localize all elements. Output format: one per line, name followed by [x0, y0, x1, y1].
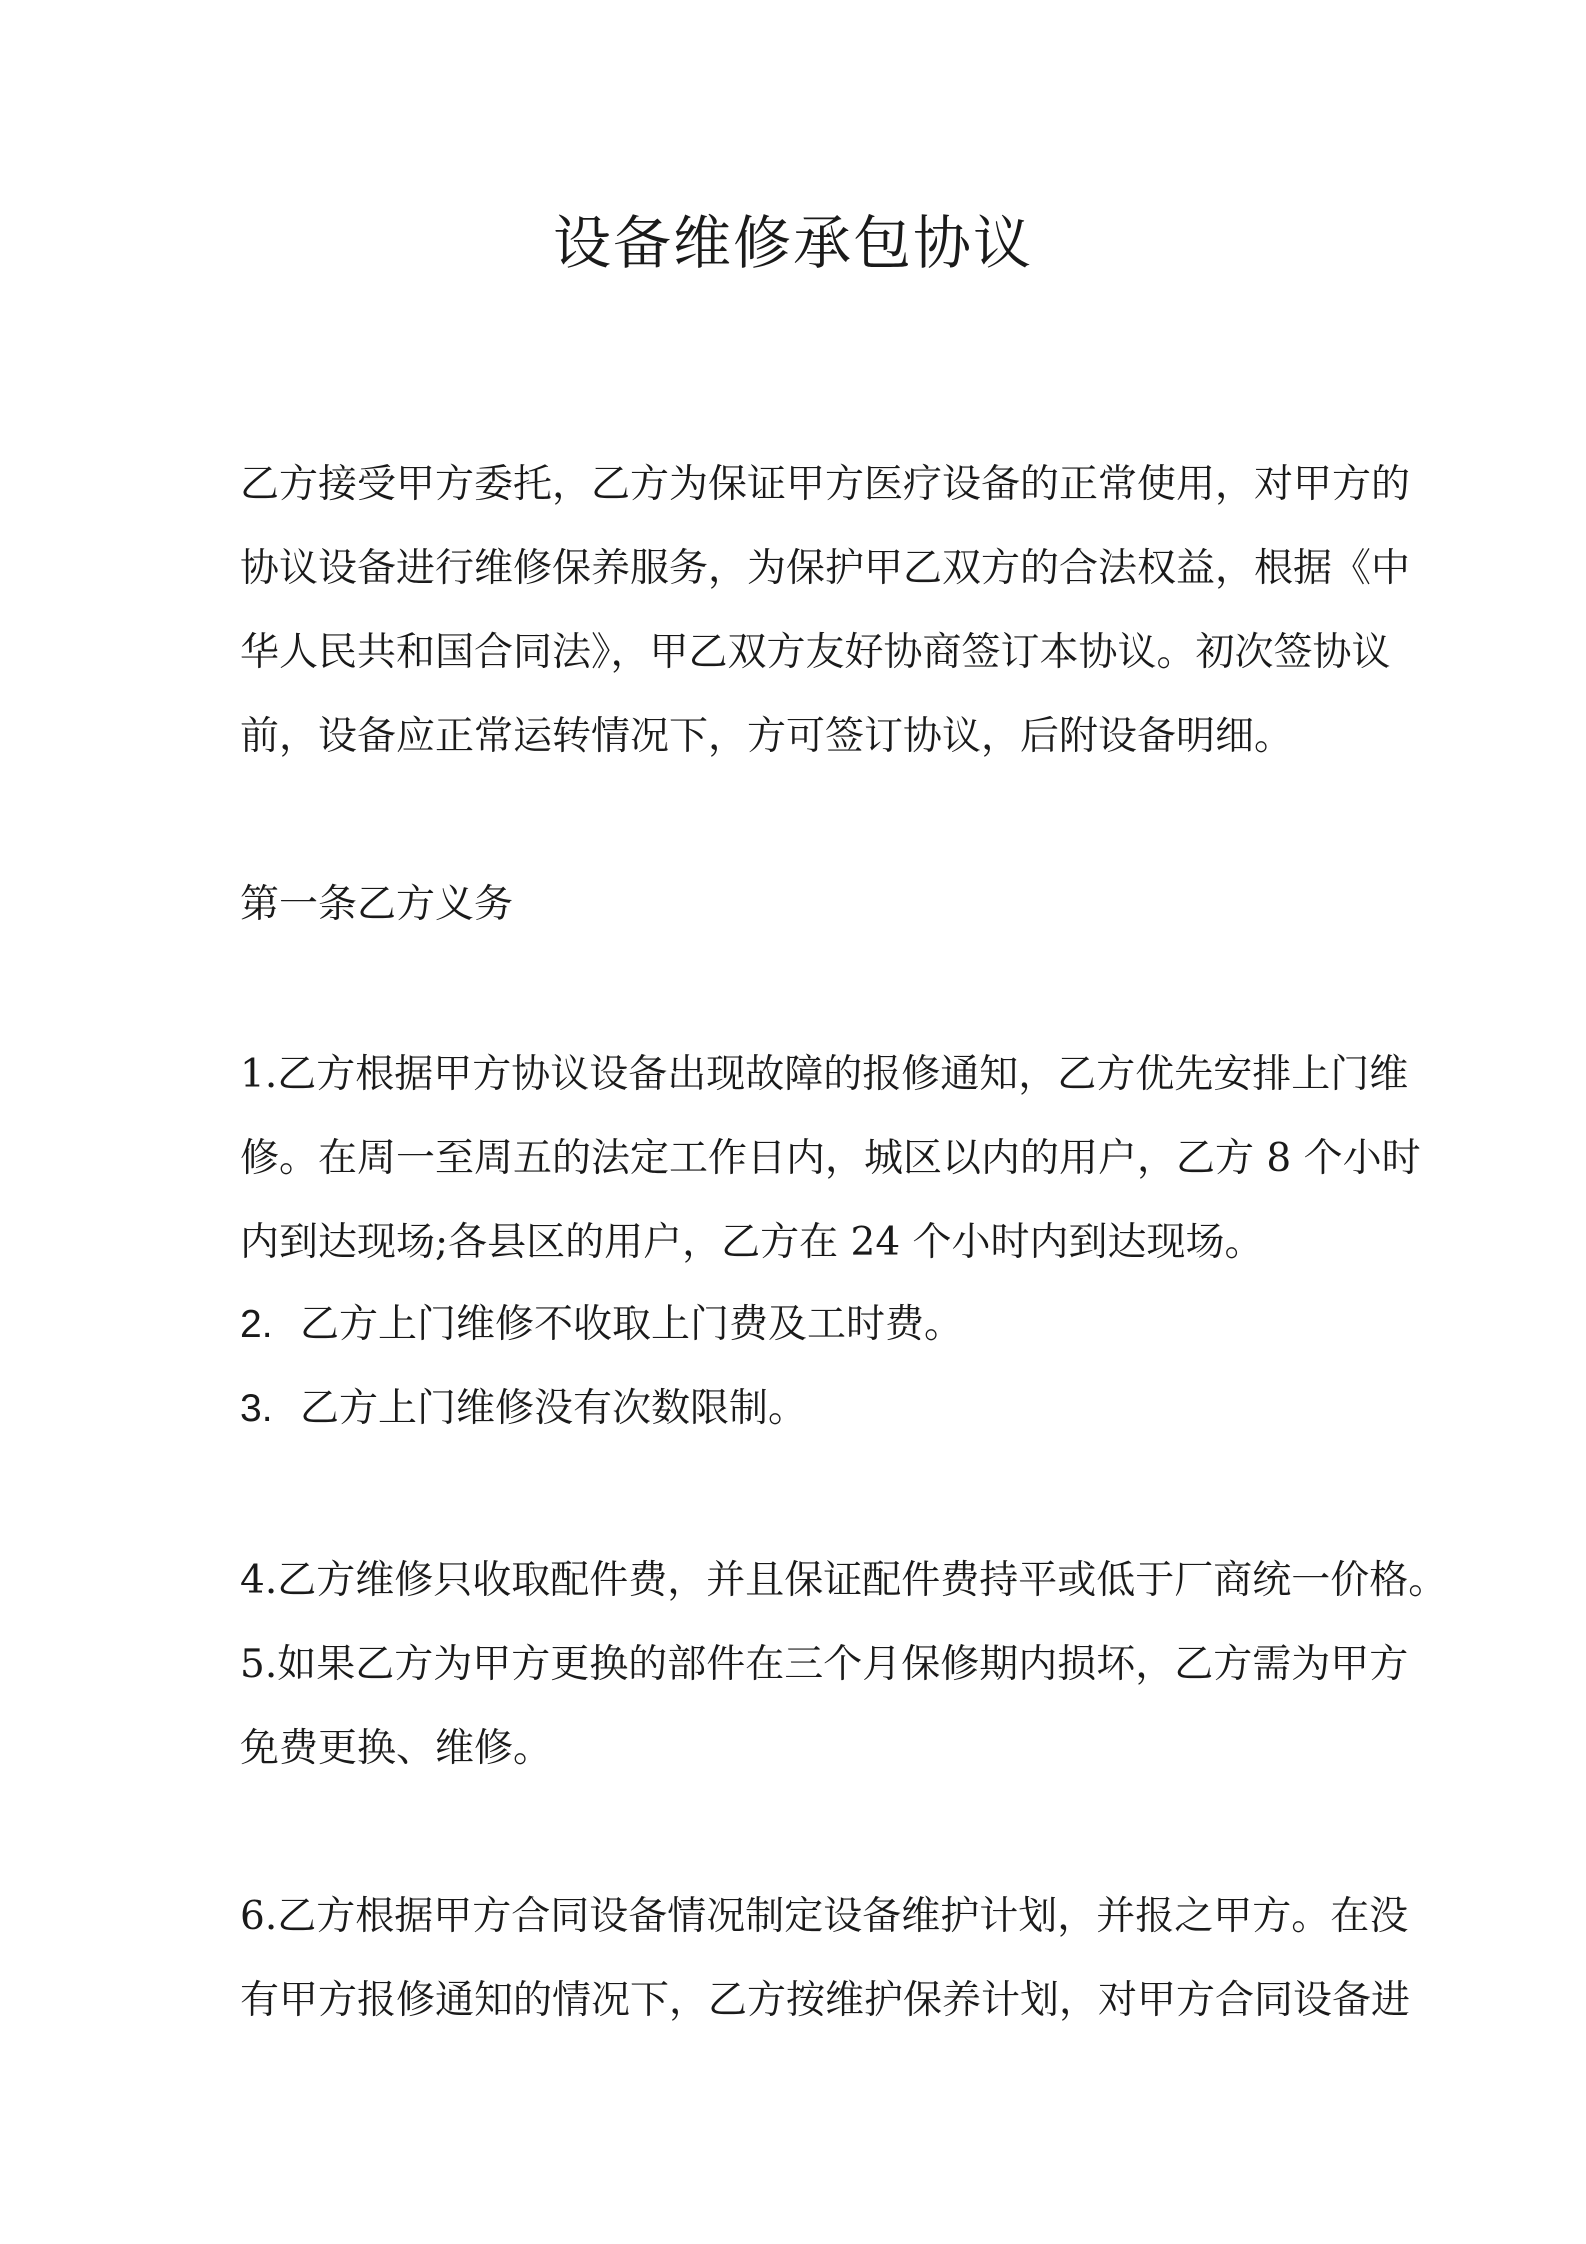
item-1-line-2: 修。在周一至周五的法定工作日内，城区以内的用户，乙方 8 个小时: [240, 1136, 1421, 1181]
intro-line-2: 协议设备进行维修保养服务，为保护甲乙双方的合法权益，根据《中: [240, 546, 1411, 591]
item-6-line-2: 有甲方报修通知的情况下，乙方按维护保养计划，对甲方合同设备进: [240, 1978, 1411, 2023]
item-5-line-2: 免费更换、维修。: [240, 1726, 553, 1771]
item-2-text: 乙方上门维修不收取上门费及工时费。: [300, 1302, 964, 1347]
item-2: [240, 1300, 963, 1350]
item-1-line-3: 内到达现场;各县区的用户，乙方在 24 个小时内到达现场。: [240, 1220, 1264, 1265]
document-title: 设备维修承包协议: [552, 209, 1033, 277]
intro-line-1: 乙方接受甲方委托，乙方为保证甲方医疗设备的正常使用，对甲方的: [240, 462, 1411, 507]
item-4-line: 4.乙方维修只收取配件费，并且保证配件费持平或低于厂商统一价格。: [240, 1558, 1448, 1603]
item-2-number: 2.: [240, 1303, 273, 1346]
item-3-text: 乙方上门维修没有次数限制。: [300, 1386, 808, 1431]
intro-line-4: 前，设备应正常运转情况下，方可签订协议，后附设备明细。: [240, 714, 1294, 759]
item-5-line-1: 5.如果乙方为甲方更换的部件在三个月保修期内损坏，乙方需为甲方: [240, 1642, 1409, 1687]
item-1-line-1: 1.乙方根据甲方协议设备出现故障的报修通知，乙方优先安排上门维: [240, 1052, 1409, 1097]
section-heading: 第一条乙方义务: [240, 882, 514, 927]
intro-line-3: 华人民共和国合同法》，甲乙双方友好协商签订本协议。初次签协议: [240, 630, 1391, 675]
item-3-number: 3.: [240, 1387, 273, 1430]
item-6-line-1: 6.乙方根据甲方合同设备情况制定设备维护计划，并报之甲方。在没: [240, 1894, 1409, 1939]
item-3: [240, 1384, 807, 1434]
